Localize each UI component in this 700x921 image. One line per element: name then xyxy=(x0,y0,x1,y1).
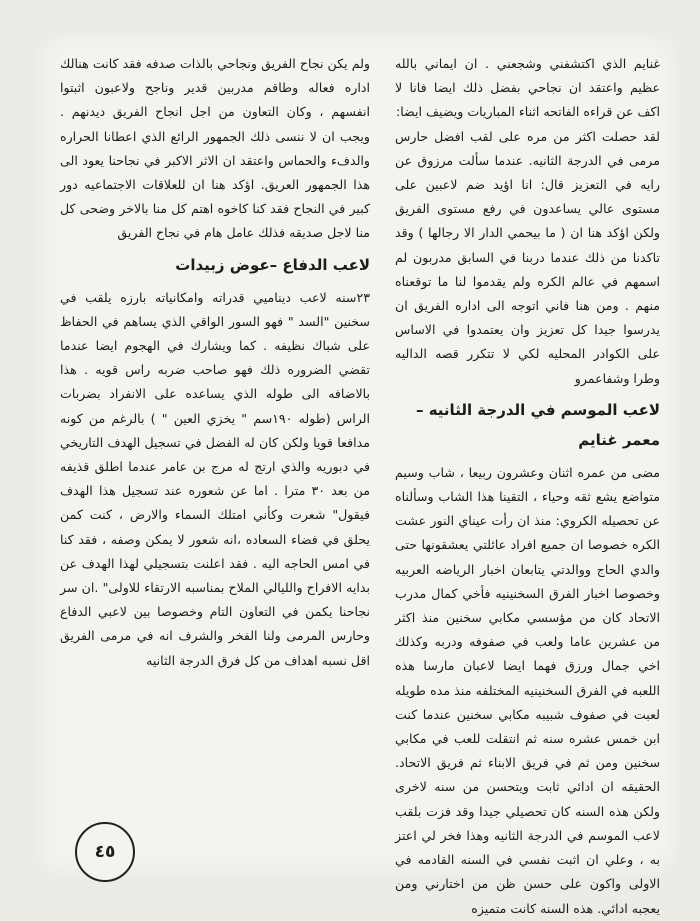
section-heading: لاعب الموسم في الدرجة الثانيه –معمر غنايم xyxy=(415,400,660,449)
left-column xyxy=(60,52,370,673)
right-column xyxy=(395,52,660,921)
article-paragraph: ولم يكن نجاح الفريق ونجاحي بالذات صدفه فقد كانت هنالك اداره فعاله وطاقم مدربين قدير وناجح ولاعبون اثبتوا انفسهم ، وكان التعاون من اجل انجاح الفريق ديدنهم . ويجب ان لا ننسى ذلك الجمهور الرائع الذي اعطانا الحراره والدفء والحماس واعتقد ان الاثر الاكبر في نجاحنا يعود الى هذا الجمهور العريق. اؤكد هنا ان للعلاقات الاجتماعيه دور كبير في النجاح فقد كنا كاخوه اهتم كل منا بالاخر وضحى كل منا لاجل صديقه فذلك عامل هام في نجاح الفريق xyxy=(60,56,370,241)
magazine-page xyxy=(35,32,680,916)
article-paragraph: غنايم الذي اكتشفني وشجعني . ان ايماني بالله عظيم واعتقد ان نجاحي بفضل ذلك ايضا فانا لا اكف عن قراءه الفاتحه اثناء المباريات ويضيف ايضا: xyxy=(395,56,660,120)
article-paragraph: ٢٣سنه لاعب ديناميي قدراته وامكانياته بارزه يلقب في سخنين "السد " فهو السور الواقي الذي يساهم في الحفاظ على شباك نظيفه . كما ويشارك في الهجوم ايضا عندما تقضي الضروره ذلك فهو صاحب ضربه راس قويه . هذا بالاضافه الى طوله الذي يساعده على الانفراد بضربات الراس (طوله ١٩٠سم " يخزي العين " ) بالرغم من كونه مدافعا قويا ولكن كان له الفضل في تسجيل الهدف التاريخي في دبوريه والذي ارتج له مرج بن عامر عندما اطلق قذيفه من بعد ٣٠ مترا . اما عن شعوره عند تسجيل هذا الهدف فيقول" شعرت وكأني امتلك السماء والارض ، كنت كمن يحلق في فضاء السعاده ،انه شعور لا يمكن وصفه ، فقد كنا في امس الحاجه اليه . فقد اعلنت بتسجيلي لهذا الهدف عن بدايه الافراح والليالي الملاح بمناسبه الارتقاء للاولى" .ان سر نجاحنا يكمن في التعاون التام وخصوصا بين لاعبي الدفاع وحارس المرمى ولنا الفخر والشرف انه في مرمى الفريق اقل نسبه اهداف من كل فرق الدرجة الثانيه xyxy=(60,289,370,668)
page-number: ٤٥ xyxy=(75,822,135,882)
article-paragraph: لقد حصلت اكثر من مره على لقب افضل حارس مرمى في الدرجة الثانيه. عندما سألت مرزوق عن رايه في التعزيز قال: انا اؤيد ضم لاعبين على مستوى عالي يساعدون في رفع مستوى الفريق ولكن اؤكد هنا ان ( ما بيحمي الدار الا رجالها ) وقد تاكدنا من ذلك عندما دربنا في السابق مدربون لم اسمهم في عالم الكره ولم يقدموا لنا ما توقعناه منهم . ومن هنا فاني اتوجه الى اداره الفريق ان يدرسوا جيدا كل تعزيز وان يعتمدوا في الاساس على الكوادر المحليه لكي لا تتكرر قصه الداليه وطرا وشفاعمرو xyxy=(395,128,660,386)
section-heading: لاعب الدفاع –عوض زبيدات xyxy=(175,255,370,274)
article-paragraph: مضى من عمره اثنان وعشرون ربيعا ، شاب وسيم متواضع يشع ثقه وحياء ، التقينا هذا الشاب وسألناه عن تحصيله الكروي: منذ ان رأت عيناي النور عشت الكره خصوصا ان جميع افراد عائلتي يعشقونها حتى والدي الحاج ووالدتي يتابعان اخبار الرياضه العربيه وخصوصا اخبار الفرق السخنينيه فأخي كمال مدرب الاتحاد كان من مؤسسي مكابي سخنين منذ اكثر من عشرين عاما ولعب في صفوفه ودربه وكذلك اخي جمال ورزق فهما ايضا لاعبان مارسا هذه اللعبه في الفرق السخنينيه المختلفه منذ مده طويله لعبت في صفوف شبيبه مكابي سخنين عندما كنت ابن خمس عشره سنه ثم انتقلت للعب في مكابي سخنين ومن ثم في فريق الابناء ثم فريق الاتحاد. الحقيقه ان ادائي ثابت ويتحسن من سنه لاخرى ولكن هذه السنه كان تحصيلي جيدا وقد فزت بلقب لاعب الموسم في الدرجة الثانيه وهذا فخر لي اعتز به ، وعلي ان اثبت نفسي في السنه القادمه في الاولى واكون على حسن ظن من اختارني ومن يعجبه ادائي. هذه السنه كانت متميزه xyxy=(395,464,660,916)
